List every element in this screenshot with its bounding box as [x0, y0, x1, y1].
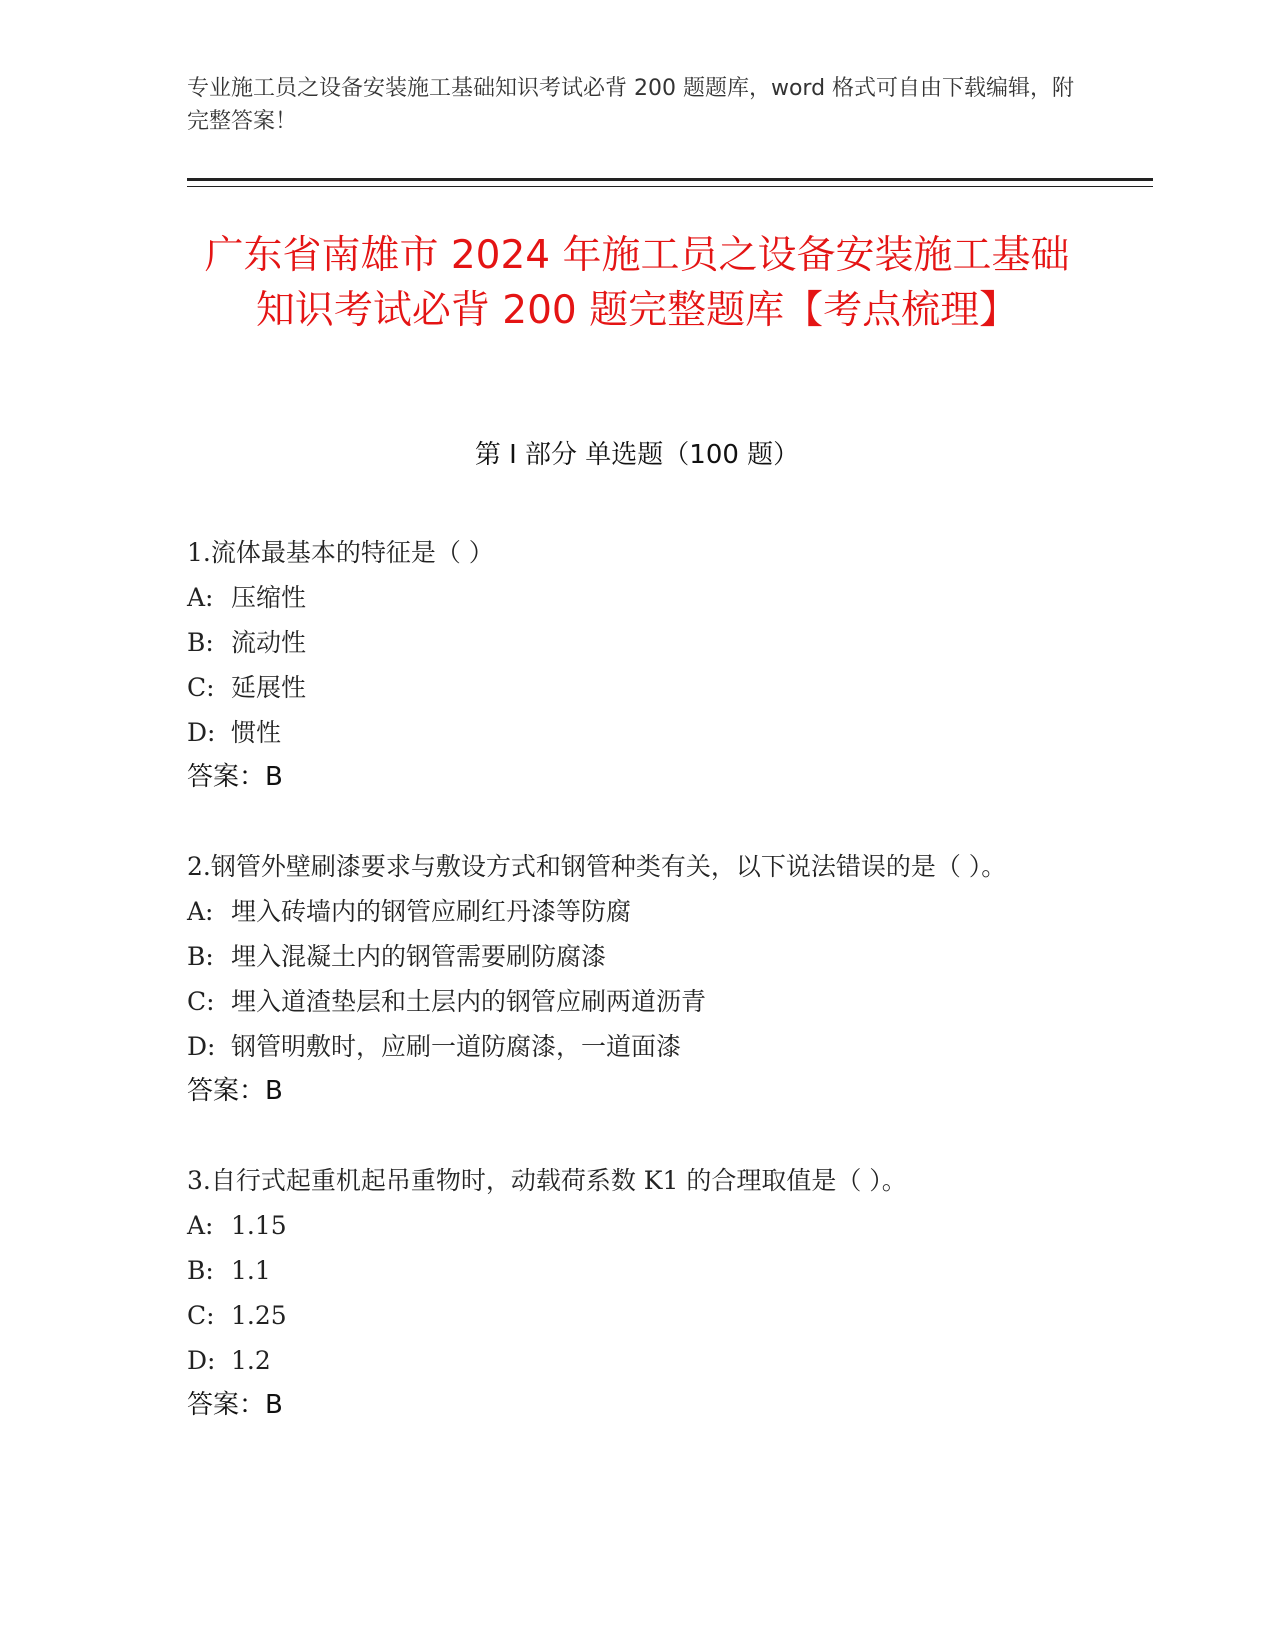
question-2: [187, 844, 1087, 1114]
option-letter: B:: [187, 628, 214, 657]
option-b: [187, 1248, 1087, 1293]
option-letter: A:: [187, 1211, 214, 1240]
question-list: [187, 530, 1087, 1472]
option-text: 流动性: [231, 628, 307, 657]
option-text: 1.15: [231, 1211, 287, 1240]
option-c: [187, 979, 1087, 1024]
option-letter: D:: [187, 718, 216, 747]
answer-line: 答案：B: [187, 1076, 283, 1106]
option-letter: C:: [187, 987, 215, 1016]
option-text: 埋入道渣垫层和土层内的钢管应刷两道沥青: [231, 987, 707, 1016]
option-letter: B:: [187, 942, 214, 971]
option-d: [187, 1024, 1087, 1069]
question-1: [187, 530, 1087, 800]
option-letter: D:: [187, 1346, 216, 1375]
section-title: 第 I 部分 单选题（100 题）: [474, 440, 800, 470]
option-a: [187, 889, 1087, 934]
header-divider-thick: [187, 178, 1153, 181]
option-letter: C:: [187, 673, 215, 702]
option-text: 延展性: [231, 673, 307, 702]
option-b: [187, 620, 1087, 665]
option-text: 1.25: [231, 1301, 287, 1330]
option-d: [187, 710, 1087, 755]
header-note: 专业施工员之设备安装施工基础知识考试必背 200 题题库，word 格式可自由下载编辑，附完整答案！: [187, 76, 1075, 134]
option-letter: B:: [187, 1256, 214, 1285]
option-text: 埋入砖墙内的钢管应刷红丹漆等防腐: [231, 897, 632, 926]
header-divider-thin: [187, 186, 1153, 187]
option-text: 惯性: [231, 718, 282, 747]
option-letter: D:: [187, 1032, 216, 1061]
option-letter: A:: [187, 897, 214, 926]
document-title: 广东省南雄市 2024 年施工员之设备安装施工基础知识考试必背 200 题完整题库【考点梳理】: [204, 233, 1070, 333]
option-d: [187, 1338, 1087, 1383]
answer-line: 答案：B: [187, 1390, 283, 1420]
option-text: 1.2: [231, 1346, 271, 1375]
answer-line: 答案：B: [187, 762, 283, 792]
option-text: 1.1: [231, 1256, 271, 1285]
option-a: [187, 575, 1087, 620]
question-stem: 2.钢管外壁刷漆要求与敷设方式和钢管种类有关，以下说法错误的是（ ）。: [187, 852, 1007, 881]
option-a: [187, 1203, 1087, 1248]
option-c: [187, 665, 1087, 710]
option-c: [187, 1293, 1087, 1338]
option-text: 压缩性: [231, 583, 307, 612]
question-3: [187, 1158, 1087, 1428]
question-stem: 3.自行式起重机起吊重物时，动载荷系数 K1 的合理取值是（ ）。: [187, 1166, 907, 1195]
option-letter: C:: [187, 1301, 215, 1330]
option-text: 钢管明敷时，应刷一道防腐漆，一道面漆: [231, 1032, 682, 1061]
option-letter: A:: [187, 583, 214, 612]
option-b: [187, 934, 1087, 979]
option-text: 埋入混凝土内的钢管需要刷防腐漆: [231, 942, 607, 971]
question-stem: 1.流体最基本的特征是（ ）: [187, 538, 494, 567]
